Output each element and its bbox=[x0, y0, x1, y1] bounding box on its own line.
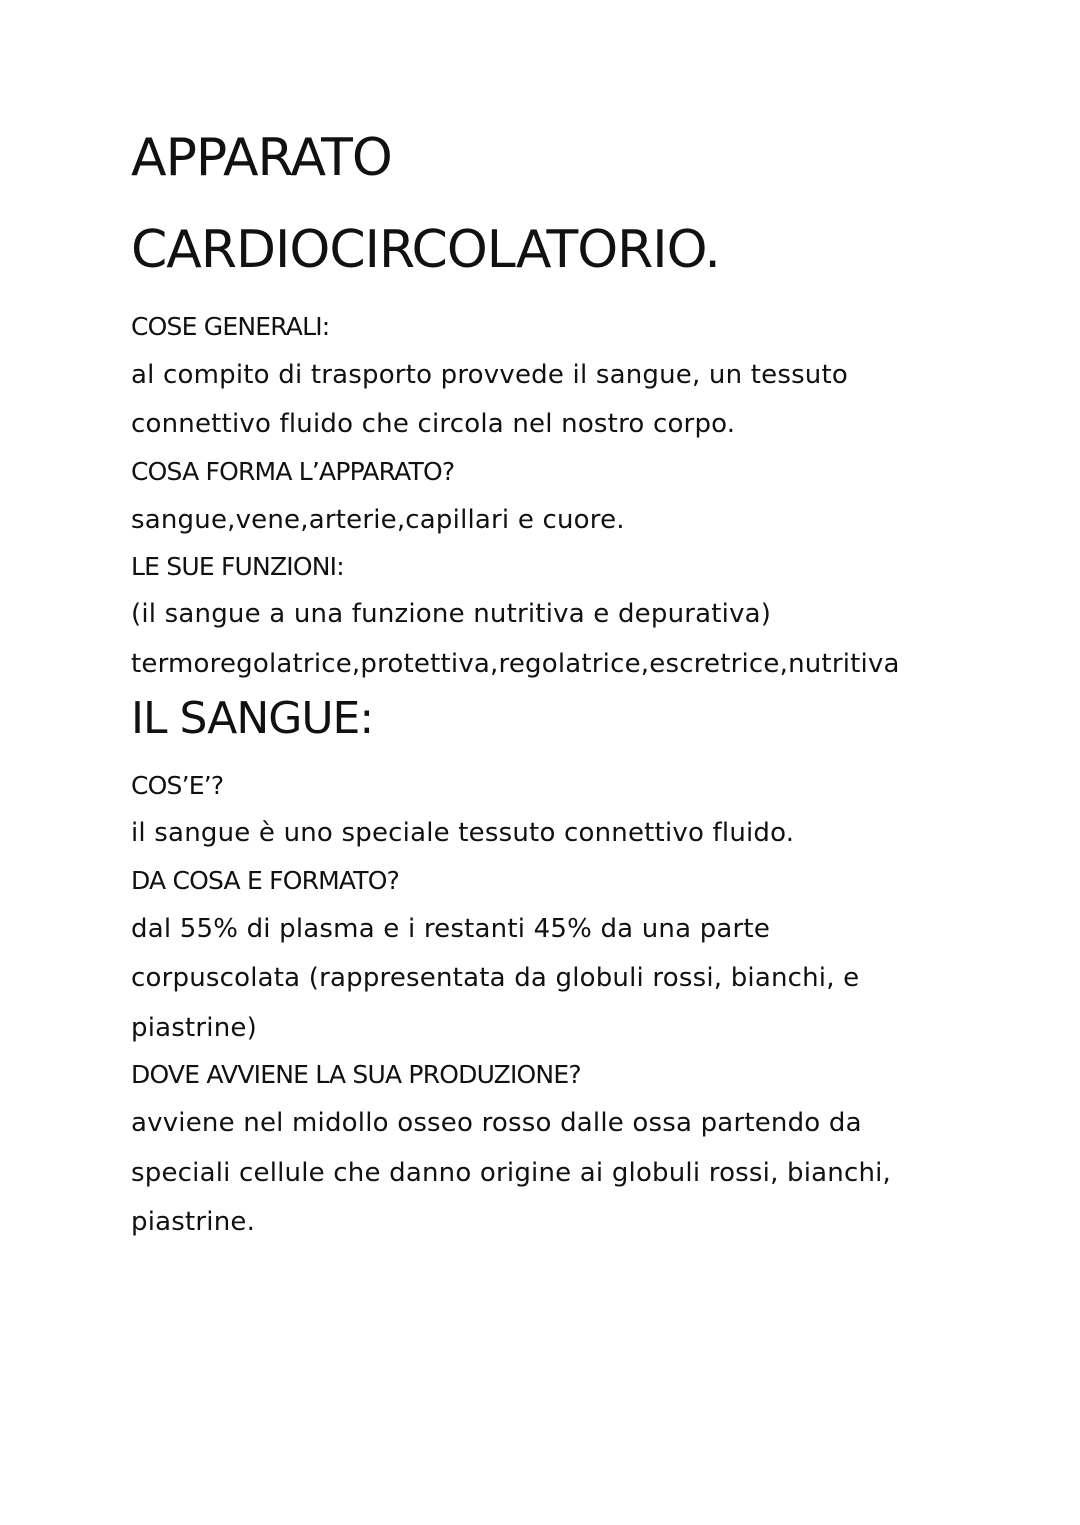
answer-formato-line-1: dal 55% di plasma e i restanti 45% da una parte bbox=[131, 914, 771, 944]
question-da-cosa-formato: DA COSA E FORMATO? bbox=[131, 866, 400, 895]
heading-il-sangue: IL SANGUE: bbox=[131, 693, 374, 744]
question-funzioni: LE SUE FUNZIONI: bbox=[131, 552, 344, 581]
question-produzione: DOVE AVVIENE LA SUA PRODUZIONE? bbox=[131, 1060, 581, 1089]
answer-produzione-line-2: speciali cellule che danno origine ai globuli rossi, bianchi, bbox=[131, 1158, 892, 1188]
answer-formato-line-2: corpuscolata (rappresentata da globuli rossi, bianchi, e bbox=[131, 963, 860, 993]
title-line-1: APPARATO bbox=[131, 128, 392, 188]
answer-cose: il sangue è uno speciale tessuto connettivo fluido. bbox=[131, 818, 795, 848]
answer-cosa-forma: sangue,vene,arterie,capillari e cuore. bbox=[131, 505, 625, 535]
paragraph-trasporto-line-1: al compito di trasporto provvede il sangue, un tessuto bbox=[131, 360, 848, 390]
answer-produzione-line-3: piastrine. bbox=[131, 1207, 256, 1237]
heading-cose-generali: COSE GENERALI: bbox=[131, 312, 330, 341]
answer-produzione-line-1: avviene nel midollo osseo rosso dalle ossa partendo da bbox=[131, 1108, 862, 1138]
paragraph-trasporto-line-2: connettivo fluido che circola nel nostro corpo. bbox=[131, 409, 736, 439]
answer-funzioni-line-2: termoregolatrice,protettiva,regolatrice,escretrice,nutritiva bbox=[131, 649, 900, 679]
answer-funzioni-line-1: (il sangue a una funzione nutritiva e depurativa) bbox=[131, 599, 772, 629]
title-line-2: CARDIOCIRCOLATORIO. bbox=[131, 220, 720, 280]
answer-formato-line-3: piastrine) bbox=[131, 1013, 257, 1043]
question-cosa-forma: COSA FORMA L’APPARATO? bbox=[131, 457, 455, 486]
question-cose: COS’E’? bbox=[131, 771, 224, 800]
